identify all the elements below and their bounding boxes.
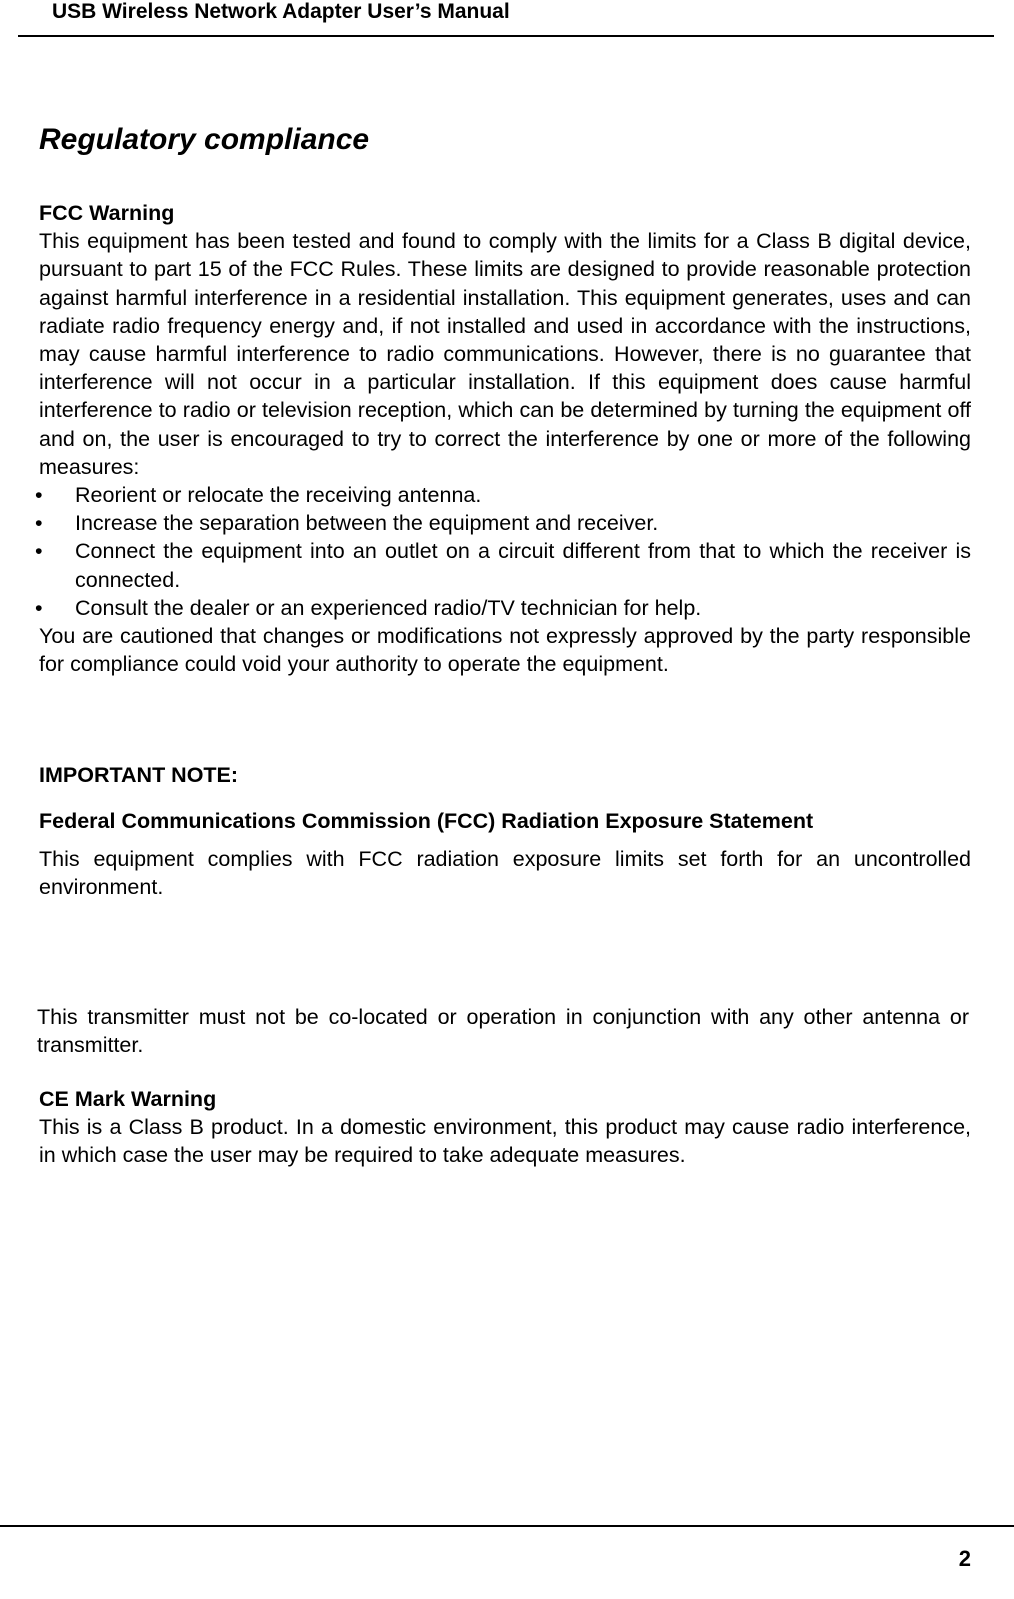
important-note-heading: IMPORTANT NOTE: <box>39 763 239 787</box>
measure-text: Connect the equipment into an outlet on a circuit different from that to which the receiver is connected. <box>75 539 971 592</box>
bullet-icon: • <box>35 539 43 564</box>
list-item <box>35 509 971 537</box>
transmitter-note: This transmitter must not be co-located or operation in conjunction with any other antenna or transmitter. <box>37 1005 969 1058</box>
bullet-icon: • <box>35 511 43 536</box>
important-note-heading-block <box>39 761 971 789</box>
footer-divider <box>0 1525 1014 1527</box>
list-item <box>35 537 971 593</box>
ce-mark-heading: CE Mark Warning <box>39 1087 217 1111</box>
fcc-measures-list <box>35 481 971 622</box>
radiation-statement-block <box>39 807 971 835</box>
bullet-icon: • <box>35 595 43 620</box>
measure-text: Consult the dealer or an experienced radio/TV technician for help. <box>75 595 702 620</box>
page-title: Regulatory compliance <box>39 123 370 156</box>
transmitter-note-block <box>37 1003 969 1059</box>
header-title: USB Wireless Network Adapter User’s Manual <box>52 0 510 23</box>
fcc-caution: You are cautioned that changes or modifications not expressly approved by the party responsible for compliance could void your authority to operate the equipment. <box>39 624 971 677</box>
fcc-warning-section <box>35 199 971 678</box>
fcc-warning-intro: This equipment has been tested and found to comply with the limits for a Class B digital device, pursuant to part 15 of the FCC Rules. These limits are designed to provide reasonable protection against harmful interference in a residential installation. This equipment generates, uses and can radiate radio frequency energy and, if not installed and used in accordance with the instructions, may cause harmful interference to radio communications. However, there is no guarantee that interference will not occur in a particular installation. If this equipment does cause harmful interference to radio or television reception, which can be determined by turning the equipment off and on, the user is encouraged to try to correct the interference by one or more of the following measures: <box>39 229 971 479</box>
header-divider <box>18 35 994 37</box>
bullet-icon: • <box>35 483 43 508</box>
radiation-exposure-statement: This equipment complies with FCC radiation exposure limits set forth for an uncontrolled environment. <box>39 847 971 900</box>
list-item <box>35 481 971 509</box>
ce-mark-section <box>39 1085 971 1170</box>
measure-text: Increase the separation between the equipment and receiver. <box>75 511 659 536</box>
measure-text: Reorient or relocate the receiving antenna. <box>75 483 482 508</box>
page-number: 2 <box>958 1546 971 1571</box>
list-item <box>35 594 971 622</box>
radiation-exposure-subheading: Federal Communications Commission (FCC) Radiation Exposure Statement <box>39 809 814 833</box>
fcc-warning-heading: FCC Warning <box>39 201 175 225</box>
radiation-statement-text-block <box>39 845 971 901</box>
ce-mark-text: This is a Class B product. In a domestic environment, this product may cause radio interference, in which case the user may be required to take adequate measures. <box>39 1115 971 1168</box>
